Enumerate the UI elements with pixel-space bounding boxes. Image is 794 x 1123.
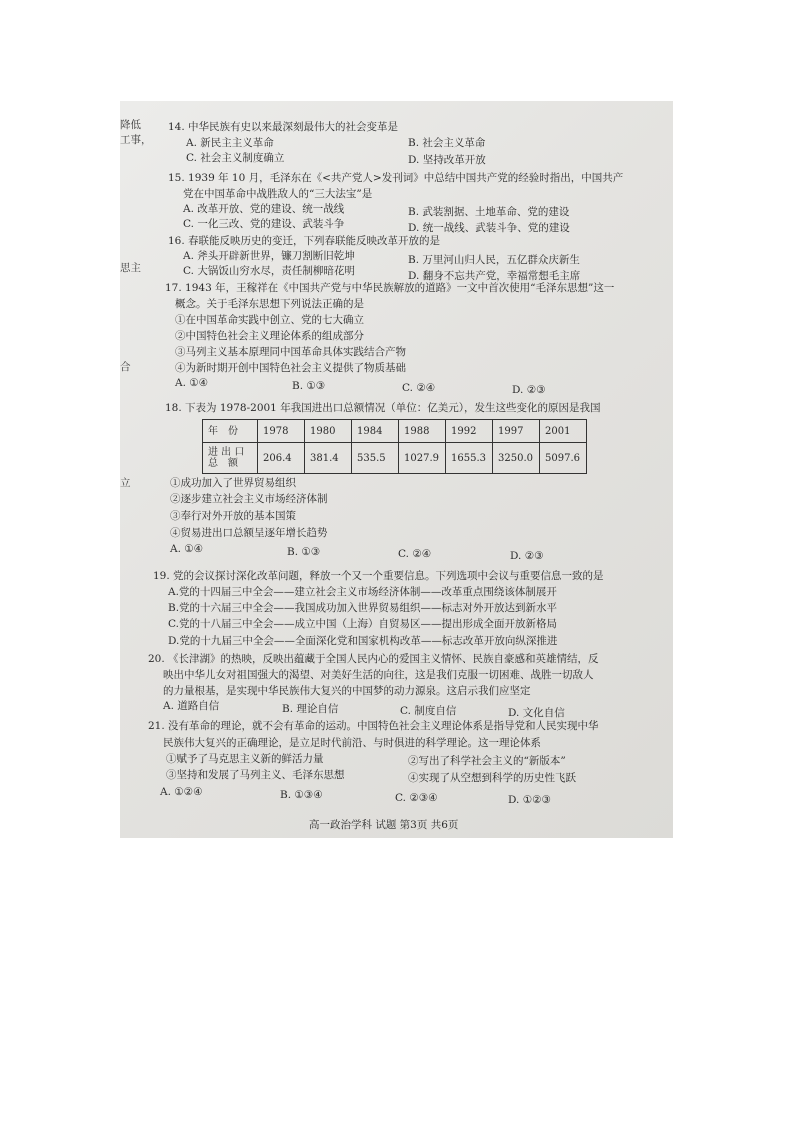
q21-statement-4: ④实现了从空想到科学的历史性飞跃 bbox=[408, 772, 576, 784]
edge-fragment: 合 bbox=[120, 361, 131, 373]
q15-option-a: A. 改革开放、党的建设、统一战线 bbox=[183, 203, 345, 215]
q15-option-d: D. 统一战线、武装斗争、党的建设 bbox=[408, 222, 570, 234]
q17-statement-2: ②中国特色社会主义理论体系的组成部分 bbox=[175, 330, 364, 342]
table-cell-value: 1655.3 bbox=[446, 443, 493, 474]
table-cell-year: 1988 bbox=[399, 420, 446, 443]
table-cell-value: 1027.9 bbox=[399, 443, 446, 474]
edge-fragment: 工事， bbox=[120, 134, 152, 146]
exam-page-photo bbox=[120, 101, 673, 838]
q20-stem-line1: 20. 《长津湖》的热映，反映出蕴藏于全国人民内心的爱国主义情怀、民族自豪感和英雄情结，反 bbox=[148, 653, 599, 665]
table-header-total bbox=[203, 443, 258, 474]
q17-stem-line2: 概念。关于毛泽东思想下列说法正确的是 bbox=[175, 298, 364, 310]
q19-stem: 19. 党的会议探讨深化改革问题，释放一个又一个重要信息。下列选项中会议与重要信息一致的是 bbox=[153, 570, 604, 582]
q18-option-c: C. ②④ bbox=[398, 548, 432, 560]
q20-option-d: D. 文化自信 bbox=[508, 707, 565, 719]
q20-stem-line3: 的力量根基，是实现中华民族伟大复兴的中国梦的动力源泉。这启示我们应坚定 bbox=[163, 685, 531, 697]
q18-statement-2: ②逐步建立社会主义市场经济体制 bbox=[170, 493, 328, 505]
q19-option-b: B.党的十六届三中全会——我国成功加入世界贸易组织——标志对外开放达到新水平 bbox=[168, 602, 558, 614]
q21-stem-line1: 21. 没有革命的理论，就不会有革命的运动。中国特色社会主义理论体系是指导党和人民实现中华 bbox=[148, 720, 599, 732]
q14-option-d: D. 坚持改革开放 bbox=[408, 154, 486, 166]
q18-statement-4: ④贸易进出口总额呈逐年增长趋势 bbox=[170, 527, 328, 539]
q20-option-b: B. 理论自信 bbox=[282, 703, 339, 715]
q18-option-d: D. ②③ bbox=[510, 550, 544, 562]
table-header-total-line1: 进 出 口 bbox=[208, 447, 245, 458]
q19-option-d: D.党的十九届三中全会——全面深化党和国家机构改革——标志改革开放向纵深推进 bbox=[168, 635, 558, 647]
q21-statement-2: ②写出了科学社会主义的“新版本” bbox=[408, 755, 566, 767]
q15-option-c: C. 一化三改、党的建设、武装斗争 bbox=[183, 218, 345, 230]
q21-statement-1: ①赋予了马克思主义新的鲜活力量 bbox=[166, 753, 324, 765]
q14-option-a: A. 新民主主义革命 bbox=[186, 137, 274, 149]
q19-option-a: A.党的十四届三中全会——建立社会主义市场经济体制——改革重点围绕该体制展开 bbox=[168, 586, 557, 598]
q17-stem-line1: 17. 1943 年，王稼祥在《中国共产党与中华民族解放的道路》一文中首次使用“毛泽东思想”这一 bbox=[165, 282, 615, 294]
q21-stem-line2: 民族伟大复兴的正确理论，是立足时代前沿、与时俱进的科学理论。这一理论体系 bbox=[163, 737, 541, 749]
q17-option-c: C. ②④ bbox=[402, 382, 436, 394]
table-cell-value: 535.5 bbox=[352, 443, 399, 474]
q18-statement-1: ①成功加入了世界贸易组织 bbox=[170, 477, 296, 489]
table-cell-year: 1978 bbox=[258, 420, 305, 443]
q18-option-b: B. ①③ bbox=[287, 546, 321, 558]
q20-option-a: A. 道路自信 bbox=[163, 700, 220, 712]
q14-stem: 14. 中华民族有史以来最深刻最伟大的社会变革是 bbox=[168, 121, 399, 133]
q21-option-b: B. ①③④ bbox=[280, 789, 323, 801]
q18-option-a: A. ①④ bbox=[170, 543, 204, 555]
q16-option-c: C. 大锅饭山穷水尽，责任制柳暗花明 bbox=[183, 265, 355, 277]
edge-fragment: 降低 bbox=[120, 119, 141, 131]
q16-option-a: A. 斧头开辟新世界，镰刀割断旧乾坤 bbox=[183, 250, 355, 262]
page-footer: 高一政治学科 试题 第3页 共6页 bbox=[309, 819, 459, 831]
table-cell-year: 1997 bbox=[493, 420, 540, 443]
q17-statement-4: ④为新时期开创中国特色社会主义提供了物质基础 bbox=[175, 362, 406, 374]
q21-option-a: A. ①②④ bbox=[160, 786, 203, 798]
table-cell-year: 1980 bbox=[305, 420, 352, 443]
table-cell-value: 381.4 bbox=[305, 443, 352, 474]
q17-option-a: A. ①④ bbox=[175, 377, 209, 389]
table-cell-value: 3250.0 bbox=[493, 443, 540, 474]
q20-option-c: C. 制度自信 bbox=[400, 705, 457, 717]
edge-fragment: 立 bbox=[120, 477, 131, 489]
table-row bbox=[203, 420, 587, 443]
q15-stem-line1: 15. 1939 年 10 月，毛泽东在《<共产党人>发刊词》中总结中国共产党的经验时指出，中国共产 bbox=[168, 172, 624, 184]
q18-statement-3: ③奉行对外开放的基本国策 bbox=[170, 510, 296, 522]
table-cell-year: 1984 bbox=[352, 420, 399, 443]
q21-option-d: D. ①②③ bbox=[508, 794, 551, 806]
table-header-total-line2: 总 额 bbox=[208, 458, 238, 469]
q21-statement-3: ③坚持和发展了马列主义、毛泽东思想 bbox=[166, 769, 345, 781]
q16-option-d: D. 翻身不忘共产党，幸福常想毛主席 bbox=[408, 270, 581, 282]
q14-option-b: B. 社会主义革命 bbox=[408, 137, 486, 149]
q15-option-b: B. 武装割据、土地革命、党的建设 bbox=[408, 206, 570, 218]
table-cell-value: 206.4 bbox=[258, 443, 305, 474]
q20-stem-line2: 映出中华儿女对祖国强大的渴望、对美好生活的向往，这是我们克服一切困难、战胜一切敌人 bbox=[163, 669, 594, 681]
q18-stem: 18. 下表为 1978-2001 年我国进出口总额情况（单位：亿美元），发生这些变化的原因是我国 bbox=[165, 402, 601, 414]
table-cell-value: 5097.6 bbox=[540, 443, 587, 474]
q17-statement-3: ③马列主义基本原理同中国革命具体实践结合产物 bbox=[175, 346, 406, 358]
q15-stem-line2: 党在中国革命中战胜敌人的“三大法宝”是 bbox=[183, 188, 373, 200]
table-cell-year: 2001 bbox=[540, 420, 587, 443]
q17-statement-1: ①在中国革命实践中创立、党的七大确立 bbox=[175, 314, 364, 326]
q16-option-b: B. 万里河山归人民，五亿群众庆新生 bbox=[408, 254, 580, 266]
q19-option-c: C.党的十八届三中全会——成立中国（上海）自贸易区——提出形成全面开放新格局 bbox=[168, 618, 557, 630]
q17-option-d: D. ②③ bbox=[512, 384, 546, 396]
edge-fragment: 思主 bbox=[120, 262, 141, 274]
table-row bbox=[203, 443, 587, 474]
q14-option-c: C. 社会主义制度确立 bbox=[186, 152, 285, 164]
q16-stem: 16. 春联能反映历史的变迁，下列春联能反映改革开放的是 bbox=[168, 235, 441, 247]
q17-option-b: B. ①③ bbox=[292, 380, 326, 392]
table-header-year: 年 份 bbox=[203, 420, 258, 443]
table-cell-year: 1992 bbox=[446, 420, 493, 443]
q21-option-c: C. ②③④ bbox=[395, 792, 438, 804]
trade-volume-table bbox=[202, 419, 587, 474]
